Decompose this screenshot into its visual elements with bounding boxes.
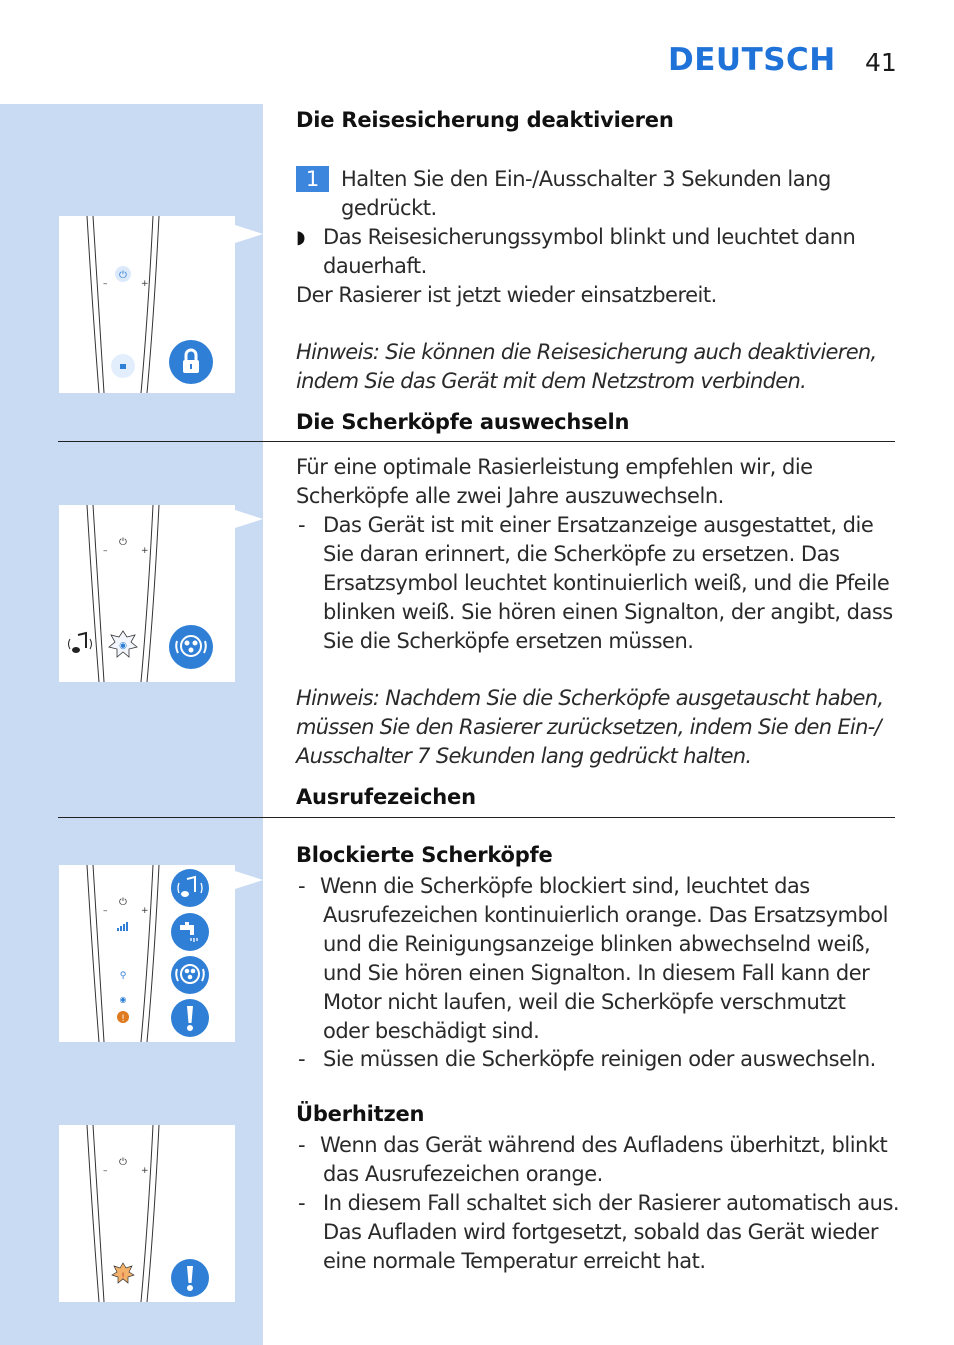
callout-pointer	[235, 871, 263, 889]
result-text-line: dauerhaft.	[323, 254, 427, 278]
svg-text:!: !	[121, 1272, 125, 1282]
list-item-line: Ausrufezeichen kontinuierlich orange. Das Ersatzsymbol	[323, 903, 888, 927]
note-line: Hinweis: Sie können die Reisesicherung auch deaktivieren,	[296, 340, 877, 364]
page-number: 41	[865, 48, 897, 77]
svg-text:–: –	[103, 546, 108, 556]
note-line: Ausschalter 7 Sekunden lang gedrückt halten.	[296, 744, 752, 768]
lock-icon	[169, 340, 213, 384]
svg-text:⏻: ⏻	[119, 270, 127, 281]
step-text-line: Halten Sie den Ein-/Ausschalter 3 Sekunden lang	[341, 167, 831, 191]
svg-text:–: –	[103, 906, 108, 916]
result-bullet-icon: ◗	[296, 227, 306, 248]
shaver-illustration-blocked	[59, 865, 235, 1042]
list-item-line: Wenn das Gerät während des Aufladens überhitzt, blinkt	[320, 1133, 888, 1157]
svg-text:⏻: ⏻	[119, 537, 127, 548]
svg-text:+: +	[141, 1166, 149, 1176]
list-item-line: und die Reinigungsanzeige blinken abwechselnd weiß,	[323, 932, 871, 956]
list-item-line: Das Gerät ist mit einer Ersatzanzeige ausgestattet, die	[323, 513, 874, 537]
list-dash: -	[298, 1191, 306, 1215]
section-divider	[58, 817, 895, 818]
shaver-illustration-lock	[59, 216, 235, 393]
list-item-line: und Sie hören einen Signalton. In diesem Fall kann der	[323, 961, 870, 985]
svg-text:◉: ◉	[119, 995, 127, 1004]
shaver-illustration-overheating	[59, 1125, 235, 1302]
note-line: indem Sie das Gerät mit dem Netzstrom verbinden.	[296, 369, 807, 393]
sound-icon	[170, 868, 210, 908]
shaving-head-icon	[170, 955, 210, 995]
exclamation-icon	[170, 998, 210, 1038]
svg-text:!: !	[121, 1014, 125, 1024]
list-item-line: Das Aufladen wird fortgesetzt, sobald das Gerät wieder	[323, 1220, 879, 1244]
list-dash: -	[298, 1133, 306, 1157]
language-heading: DEUTSCH	[668, 42, 836, 78]
subsection-title-overheating: Überhitzen	[296, 1102, 425, 1126]
step-number: 1	[296, 166, 329, 192]
svg-text:⚲: ⚲	[119, 971, 127, 981]
list-item-line: das Ausrufezeichen orange.	[323, 1162, 603, 1186]
list-item-line: Motor nicht laufen, weil die Scherköpfe verschmutzt	[323, 990, 846, 1014]
list-item-line: Sie müssen die Scherköpfe reinigen oder auswechseln.	[323, 1047, 876, 1071]
note-line: Hinweis: Nachdem Sie die Scherköpfe ausgetauscht haben,	[296, 686, 884, 710]
list-item-line: eine normale Temperatur erreicht hat.	[323, 1249, 706, 1273]
list-dash: -	[298, 1047, 306, 1071]
svg-text:–: –	[103, 279, 108, 289]
svg-text:◉: ◉	[119, 641, 127, 651]
section-divider	[58, 441, 895, 442]
shaving-head-icon	[169, 625, 213, 669]
list-dash: -	[298, 513, 306, 537]
exclamation-icon	[170, 1258, 210, 1298]
svg-text:⏻: ⏻	[119, 1157, 127, 1168]
callout-pointer	[235, 510, 263, 528]
list-item-line: blinken weiß. Sie hören einen Signalton, der angibt, dass	[323, 600, 893, 624]
list-item-line: oder beschädigt sind.	[323, 1019, 540, 1043]
callout-pointer	[235, 225, 263, 243]
section-title-deactivate-lock: Die Reisesicherung deaktivieren	[296, 108, 674, 132]
shaver-illustration-replace	[59, 505, 235, 682]
step-text-line: gedrückt.	[341, 196, 437, 220]
sound-icon	[65, 631, 95, 657]
list-dash: -	[298, 874, 306, 898]
body-text: Der Rasierer ist jetzt wieder einsatzbereit.	[296, 283, 717, 307]
list-item-line: Wenn die Scherköpfe blockiert sind, leuchtet das	[320, 874, 810, 898]
svg-text:⏻: ⏻	[119, 897, 127, 908]
note-line: müssen Sie den Rasierer zurücksetzen, indem Sie den Ein-/	[296, 715, 881, 739]
body-text: Scherköpfe alle zwei Jahre auszuwechseln.	[296, 484, 724, 508]
body-text: Für eine optimale Rasierleistung empfehlen wir, die	[296, 455, 813, 479]
svg-text:+: +	[141, 546, 149, 556]
list-item-line: Sie daran erinnert, die Scherköpfe zu ersetzen. Das	[323, 542, 840, 566]
list-item-line: In diesem Fall schaltet sich der Rasierer automatisch aus.	[323, 1191, 900, 1215]
section-title-replace-heads: Die Scherköpfe auswechseln	[296, 410, 630, 434]
svg-text:+: +	[141, 279, 149, 289]
result-text-line: Das Reisesicherungssymbol blinkt und leuchtet dann	[323, 225, 856, 249]
faucet-icon	[170, 912, 210, 952]
svg-text:–: –	[103, 1166, 108, 1176]
subsection-title-blocked: Blockierte Scherköpfe	[296, 843, 553, 867]
list-item-line: Sie die Scherköpfe ersetzen müssen.	[323, 629, 694, 653]
section-title-exclamation: Ausrufezeichen	[296, 785, 476, 809]
svg-text:+: +	[141, 906, 149, 916]
list-item-line: Ersatzsymbol leuchtet kontinuierlich weiß, und die Pfeile	[323, 571, 890, 595]
